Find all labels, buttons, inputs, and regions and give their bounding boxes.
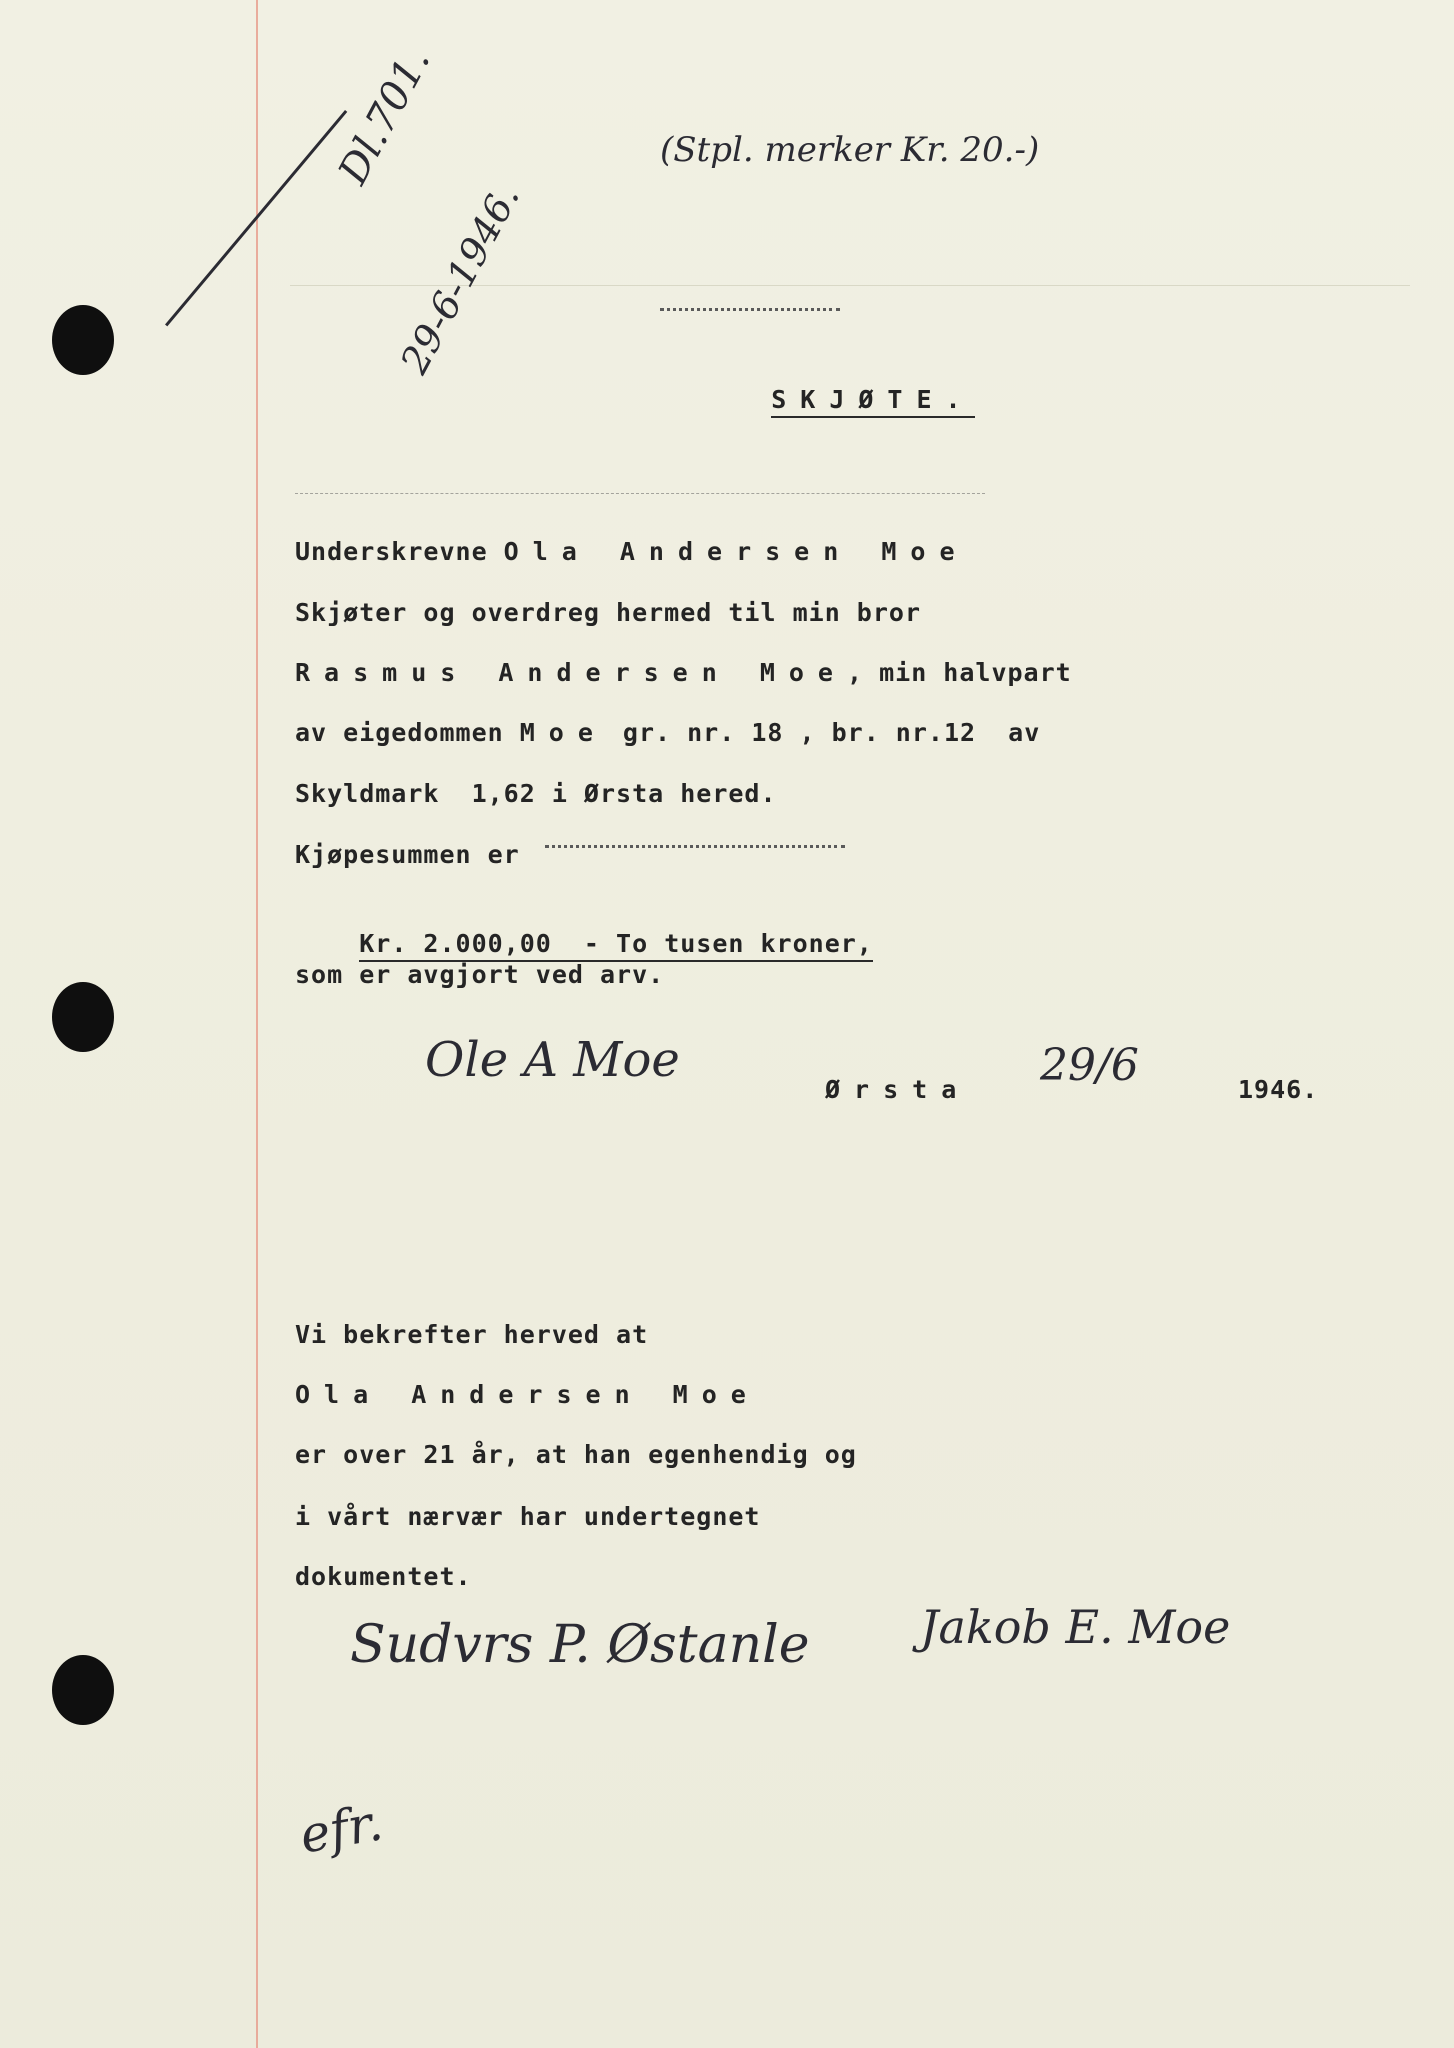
handwritten-date: 29/6	[1040, 1040, 1139, 1091]
body-line-8: som er avgjort ved arv.	[295, 960, 665, 989]
title-text: SKJØTE.	[771, 385, 974, 418]
body-line-2: Skjøter og overdreg hermed til min bror	[295, 598, 921, 627]
grantee-name: Rasmus Andersen Moe	[295, 658, 847, 687]
witness-line-4: i vårt nærvær har undertegnet	[295, 1502, 761, 1531]
dotted-line	[295, 493, 985, 494]
punch-hole-top	[52, 305, 114, 375]
witness-signature-2: Jakob E. Moe	[920, 1600, 1231, 1654]
dotted-line	[545, 845, 845, 848]
dotted-line	[660, 308, 840, 311]
purchase-sum: Kr. 2.000,00 - To tusen kroner,	[359, 929, 873, 962]
witness-line-1: Vi bekrefter herved at	[295, 1320, 649, 1349]
year: 1946.	[1238, 1075, 1319, 1104]
punch-hole-middle	[52, 982, 114, 1052]
footer-initials: efr.	[295, 1793, 387, 1865]
witness-signature-1: Sudvrs P. Østanle	[350, 1615, 810, 1675]
body-text: av eigedommen	[295, 718, 520, 747]
stamp-note: (Stpl. merker Kr. 20.-)	[660, 130, 1040, 170]
body-text: gr. nr. 18 , br. nr.12 av	[606, 718, 1041, 747]
place: Ørsta	[825, 1075, 971, 1104]
punch-hole-bottom	[52, 1655, 114, 1725]
body-line-3	[295, 658, 1072, 687]
grantor-signature: Ole A Moe	[425, 1032, 680, 1088]
margin-line	[256, 0, 258, 2048]
reference-annotation: Dl.701.	[330, 40, 440, 192]
body-text: Underskrevne	[295, 537, 504, 566]
witness-line-3: er over 21 år, at han egenhendig og	[295, 1440, 857, 1469]
body-line-1	[295, 537, 969, 566]
date-annotation: 29-6-1946.	[392, 177, 529, 381]
body-line-4	[295, 718, 1040, 747]
body-text: , min halvpart	[846, 658, 1072, 687]
document-title	[655, 356, 975, 443]
witness-line-5: dokumentet.	[295, 1562, 472, 1591]
body-line-6: Kjøpesummen er	[295, 840, 520, 869]
grantor-name: Ola Andersen Moe	[503, 537, 969, 566]
body-line-5: Skyldmark 1,62 i Ørsta hered.	[295, 779, 777, 808]
witness-line-2: Ola Andersen Moe	[295, 1380, 760, 1409]
farm-name: Moe	[519, 718, 607, 747]
